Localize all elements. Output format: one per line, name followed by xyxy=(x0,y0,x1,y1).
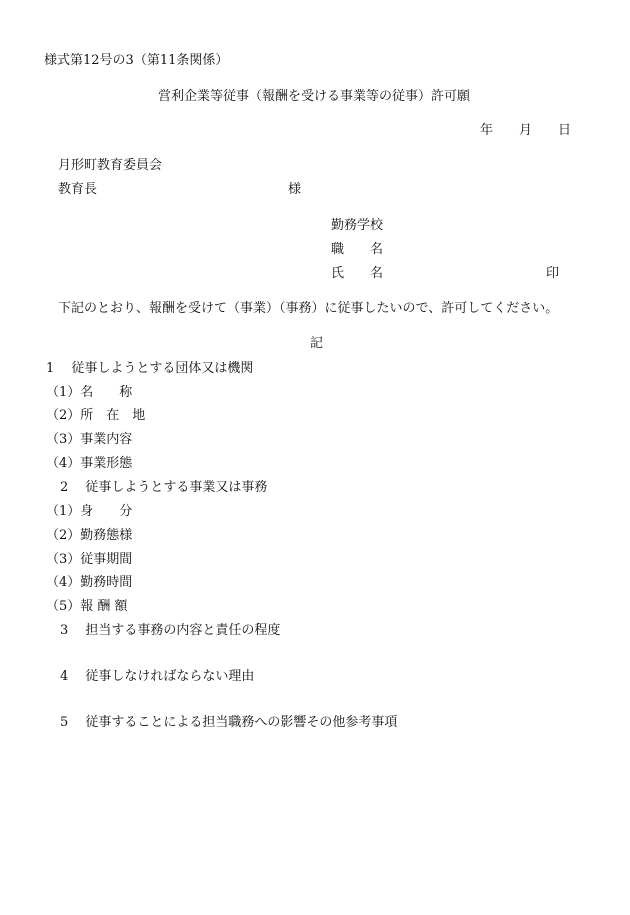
request-body-text: 下記のとおり、報酬を受けて（事業）（事務）に従事したいので、許可してください。 xyxy=(58,301,559,316)
section-2-item: （2）勤務態様 xyxy=(46,528,133,543)
section-1-heading: 1 従事しようとする団体又は機関 xyxy=(46,361,254,376)
section-3-heading: 3 担当する事務の内容と責任の程度 xyxy=(60,623,281,638)
section-1-item: （4）事業形態 xyxy=(46,456,133,471)
seal-mark: 印 xyxy=(546,266,560,281)
applicant-position-label: 職 名 xyxy=(331,242,384,257)
section-4-heading: 4 従事しなければならない理由 xyxy=(60,669,255,684)
section-2-item: （3）従事期間 xyxy=(46,552,133,567)
section-2-item: （4）勤務時間 xyxy=(46,575,133,590)
section-1-item: （1）名 称 xyxy=(46,385,133,400)
addressee-superintendent: 教育長 xyxy=(58,182,98,197)
document-title: 営利企業等従事（報酬を受ける事業等の従事）許可願 xyxy=(158,89,471,104)
section-1-item: （2）所 在 地 xyxy=(46,408,146,423)
section-5-heading: 5 従事することによる担当職務への影響その他参考事項 xyxy=(60,715,398,730)
date-line: 年 月 日 xyxy=(480,123,572,138)
section-2-item: （1）身 分 xyxy=(46,504,133,519)
ki-heading: 記 xyxy=(310,336,324,351)
section-1-item: （3）事業内容 xyxy=(46,432,133,447)
addressee-board: 月形町教育委員会 xyxy=(58,158,163,173)
applicant-school-label: 勤務学校 xyxy=(331,218,384,233)
section-2-heading: 2 従事しようとする事業又は事務 xyxy=(60,480,268,495)
section-2-item: （5）報 酬 額 xyxy=(46,599,128,614)
addressee-honorific: 様 xyxy=(288,182,302,197)
applicant-name-label: 氏 名 xyxy=(331,266,384,281)
form-number: 様式第12号の3（第11条関係） xyxy=(44,53,229,68)
